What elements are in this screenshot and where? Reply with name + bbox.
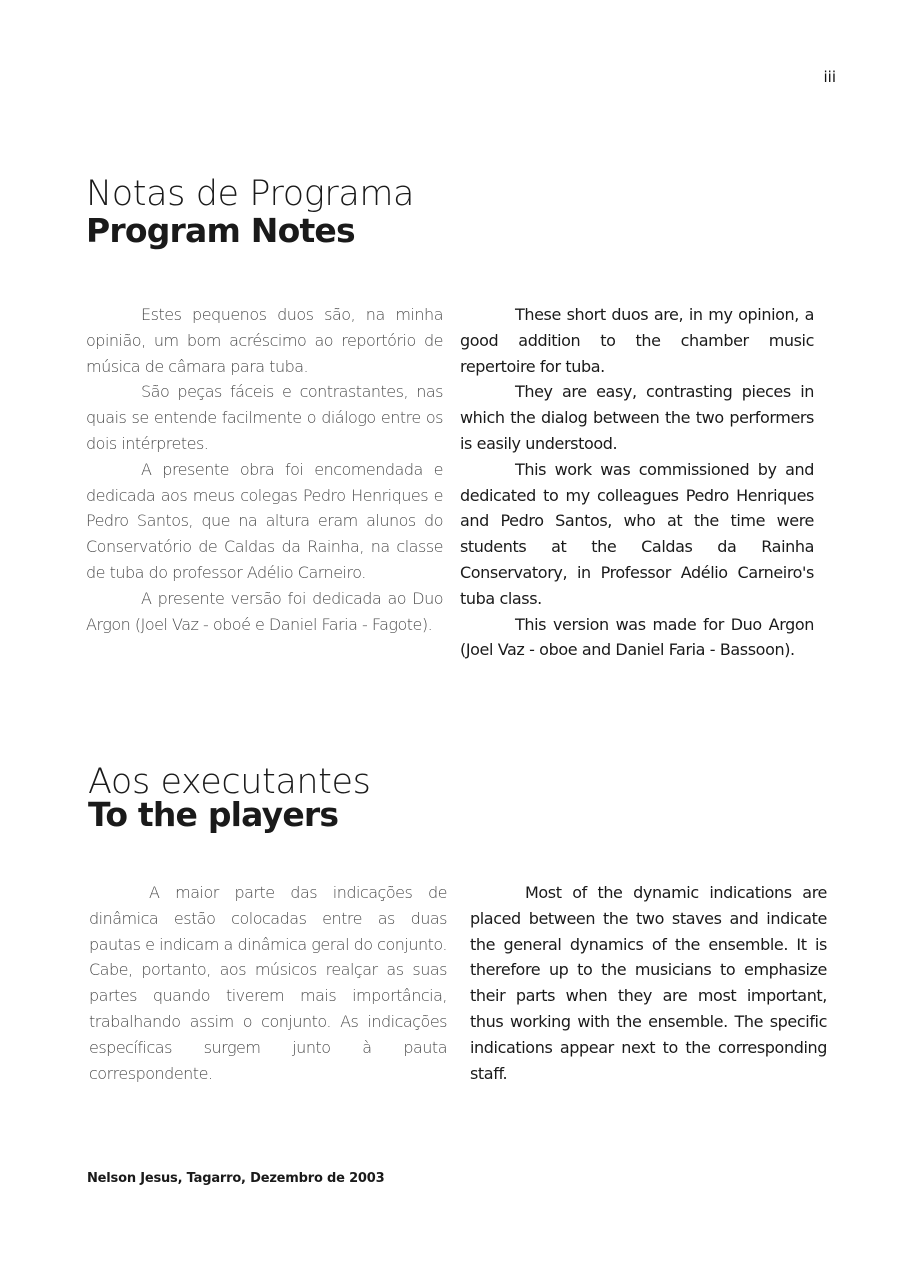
paragraph: Estes pequenos duos são, na minha opinião, um bom acréscimo ao reportório de música de câmara para tuba. bbox=[86, 305, 443, 376]
paragraph: This work was commissioned by and dedicated to my colleagues Pedro Henriques and Pedro Santos, who at the time were students at the Caldas da Rainha Conservatory, in Professor Adélio Carneiro's tuba class. bbox=[460, 459, 814, 608]
paragraph: A presente versão foi dedicada ao Duo Argon (Joel Vaz - oboé e Daniel Faria - Fagote). bbox=[86, 588, 443, 634]
paragraph: Most of the dynamic indications are placed between the two staves and indicate the general dynamics of the ensemble. It is therefore up to the musicians to emphasize their parts when they are most important, thus working with the ensemble. The specific indications appear next to the corresponding staff. bbox=[470, 883, 827, 1083]
paragraph: They are easy, contrasting pieces in which the dialog between the two performers is easily understood. bbox=[460, 382, 814, 453]
section-title-pt-to-the-players: Aos executantes bbox=[88, 762, 371, 802]
page-number: iii bbox=[823, 68, 836, 86]
section-title-en-to-the-players: To the players bbox=[88, 795, 339, 834]
paragraph: São peças fáceis e contrastantes, nas quais se entende facilmente o diálogo entre os dois intérpretes. bbox=[86, 382, 443, 453]
paragraph: These short duos are, in my opinion, a good addition to the chamber music repertoire for tuba. bbox=[460, 305, 814, 376]
paragraph: This version was made for Duo Argon (Joel Vaz - oboe and Daniel Faria - Bassoon). bbox=[460, 614, 814, 660]
program-notes-portuguese bbox=[86, 302, 443, 637]
section-title-en-program-notes: Program Notes bbox=[86, 211, 355, 250]
author-signature-line: Nelson Jesus, Tagarro, Dezembro de 2003 bbox=[87, 1171, 385, 1186]
players-notes-english bbox=[470, 880, 827, 1086]
paragraph: A presente obra foi encomendada e dedicada aos meus colegas Pedro Henriques e Pedro Santos, que na altura eram alunos do Conservatório de Caldas da Rainha, na classe de tuba do professor Adélio Carneiro. bbox=[86, 459, 443, 582]
paragraph: A maior parte das indicações de dinâmica estão colocadas entre as duas pautas e indicam a dinâmica geral do conjunto. Cabe, portanto, aos músicos realçar as suas partes quando tiverem mais importância, trabalhando assim o conjunto. As indicações específicas surgem junto à pauta correspondente. bbox=[89, 883, 447, 1083]
program-notes-english bbox=[460, 302, 814, 663]
section-title-pt-program-notes: Notas de Programa bbox=[86, 174, 415, 214]
players-notes-portuguese bbox=[89, 880, 447, 1086]
